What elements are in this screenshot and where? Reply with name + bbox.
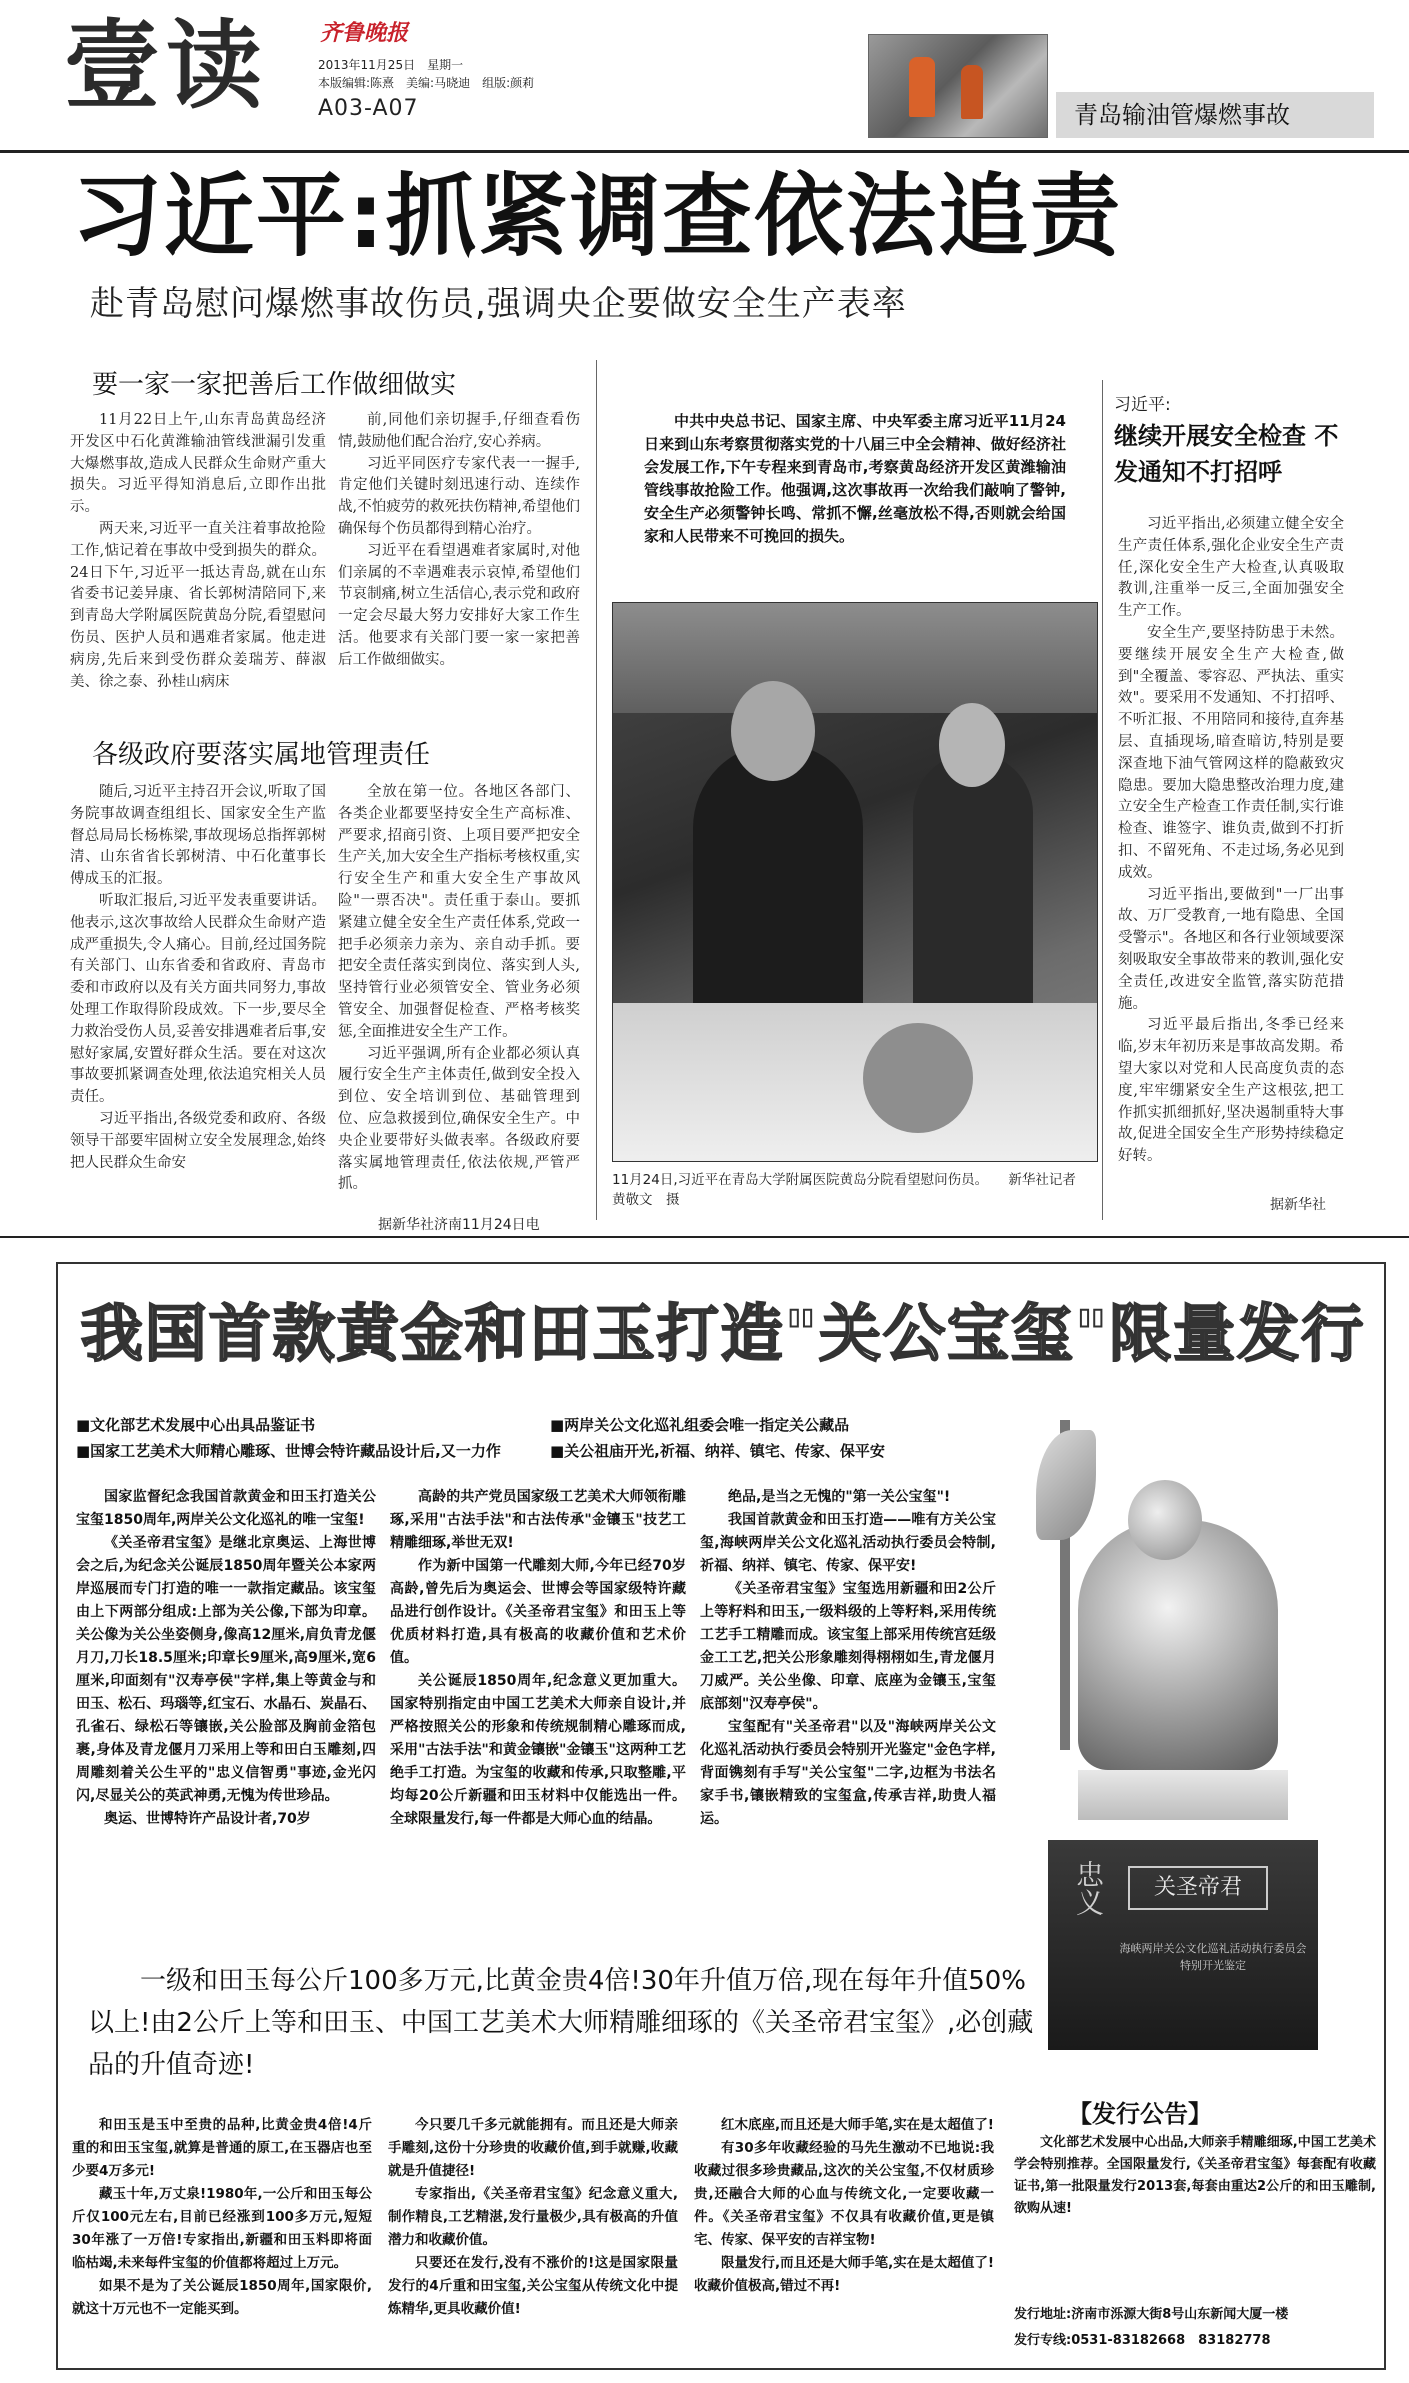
paragraph: 宝玺配有"关圣帝君"以及"海峡两岸关公文化巡礼活动执行委员会特别开光鉴定"金色字样,背面镌刻有手写"关公宝玺"二字,边框为书法名家手书,镶嵌精致的宝玺盒,传承吉祥,助贵人福运。 xyxy=(700,1719,996,1827)
paragraph: 关公诞辰1850周年,纪念意义更加重大。国家特别指定由中国工艺美术大师亲自设计,并严格按照关公的形象和传统规制精心雕琢而成,采用"古法手法"和黄金镶嵌"金镶玉"这两种工艺绝手工打造。为宝玺的收藏和传承,只取整雕,平均每20公斤新疆和田玉材料中仅能选出一件。全球限量发行,每一件都是大师心血的结晶。 xyxy=(390,1673,686,1827)
rescuer-figure xyxy=(909,57,935,117)
news-source: 据新华社济南11月24日电 xyxy=(378,1217,540,1233)
product-statue xyxy=(1008,1420,1368,2080)
advertisement xyxy=(56,1262,1386,2370)
divider xyxy=(0,150,1409,153)
section-heading: 各级政府要落实属地管理责任 xyxy=(92,740,431,770)
base-plaque: 关圣帝君 xyxy=(1128,1866,1268,1910)
article-column xyxy=(338,410,580,702)
sidebar-title: 继续开展安全检查 不发通知不打招呼 xyxy=(1114,422,1339,486)
ad-tag: ■关公祖庙开光,祈福、纳祥、镇宅、传家、保平安 xyxy=(550,1442,885,1460)
column-divider xyxy=(596,360,597,1220)
photo-person-head xyxy=(731,681,815,781)
statue-body xyxy=(1078,1520,1278,1770)
ad-column xyxy=(76,1486,376,1950)
ad-headline: 我国首款黄金和田玉打造"关公宝玺"限量发行 xyxy=(80,1297,1366,1370)
news-source: 据新华社 xyxy=(1270,1197,1326,1213)
paragraph: 只要还在发行,没有不涨价的!这是国家限量发行的4斤重和田宝玺,关公宝玺从传统文化中提炼精华,更具收藏价值! xyxy=(388,2255,678,2317)
paragraph: 高龄的共产党员国家级工艺美术大师领衔雕琢,采用"古法手法"和古法传承"金镶玉"技艺工精雕细琢,举世无双! xyxy=(390,1489,686,1551)
paragraph: 国家监督纪念我国首款黄金和田玉打造关公宝玺1850周年,两岸关公文化巡礼的唯一宝玺! xyxy=(76,1489,376,1528)
divider xyxy=(0,1236,1409,1238)
editor-credits: 本版编辑:陈熹 美编:马晓迪 组版:颜莉 xyxy=(318,76,535,90)
article-column xyxy=(70,782,326,1216)
ad-column xyxy=(694,2114,994,2360)
paragraph: 11月22日上午,山东青岛黄岛经济开发区中石化黄潍输油管线泄漏引发重大爆燃事故,造成人民群众生命财产重大损失。习近平得知消息后,立即作出批示。 xyxy=(70,412,326,516)
newspaper-logo: 齐鲁晚报 xyxy=(320,20,409,46)
statue-head xyxy=(1128,1480,1202,1560)
paragraph: 习近平指出,各级党委和政府、各级领导干部要牢固树立安全发展理念,始终把人民群众生命安 xyxy=(70,1110,326,1171)
paragraph: 专家指出,《关圣帝君宝玺》纪念意义重大,制作精良,工艺精湛,发行量极少,具有极高的升值潜力和收藏价值。 xyxy=(388,2186,678,2248)
paragraph: 习近平最后指出,冬季已经来临,岁末年初历来是事故高发期。希望大家以对党和人民高度负责的态度,牢牢绷紧安全生产这根弦,把工作抓实抓细抓好,坚决遏制重特大事故,促进全国安全生产形势持续稳定好转。 xyxy=(1118,1017,1344,1165)
paragraph: 习近平指出,要做到"一厂出事故、万厂受教育,一地有隐患、全国受警示"。各地区和各行业领域要深刻吸取安全事故带来的教训,强化安全责任,改进安全监管,落实防范措施。 xyxy=(1118,886,1344,1012)
section-heading: 要一家一家把善后工作做细做实 xyxy=(92,370,457,400)
ad-highlight: 一级和田玉每公斤100多万元,比黄金贵4倍!30年升值万倍,现在每年升值50%以上!由2公斤上等和田玉、中国工艺美术大师精雕细琢的《关圣帝君宝玺》,必创藏品的升值奇迹! xyxy=(88,1966,1034,2080)
notice-title: 【发行公告】 xyxy=(1068,2100,1212,2128)
paragraph: 习近平在看望遇难者家属时,对他们亲属的不幸遇难表示哀悼,希望他们节哀制痛,树立生活信心,表示党和政府一定会尽最大努力安排好大家工作生活。他要求有关部门要一家一家把善后工作做细做实。 xyxy=(338,542,580,668)
ad-column xyxy=(390,1486,686,1950)
main-headline: 习近平:抓紧调查依法追责 xyxy=(72,164,1122,269)
photo-person-head xyxy=(939,703,1005,787)
paragraph: 奥运、世博特许产品设计者,70岁 xyxy=(104,1811,311,1827)
ad-tag: ■国家工艺美术大师精心雕琢、世博会特许藏品设计后,又一力作 xyxy=(76,1442,501,1460)
article-column xyxy=(70,410,326,702)
photo-person xyxy=(693,743,863,1043)
statue-pedestal xyxy=(1078,1770,1288,1820)
paragraph: 听取汇报后,习近平发表重要讲话。他表示,这次事故给人民群众生命财产造成严重损失,令人痛心。目前,经过国务院有关部门、山东省委和省政府、青岛市委和市政府以及有关方面共同努力,事故处理工作取得阶段成效。下一步,要尽全力救治受伤人员,妥善安排遇难者后事,安慰好家属,安置好群众生活。要在对这次事故要抓紧调查处理,依法追究相关人员责任。 xyxy=(70,892,326,1106)
paragraph: 安全生产,要坚持防患于未然。要继续开展安全生产大检查,做到"全覆盖、零容忍、严执法、重实效"。要采用不发通知、不打招呼、不听汇报、不用陪同和接待,直奔基层、直插现场,暗查暗访,特别是要深查地下油气管网这样的隐蔽致灾隐患。要加大隐患整改治理力度,建立安全生产检查工作责任制,实行谁检查、谁签字、谁负责,做到不打折扣、不留死角、不走过场,务必见到成效。 xyxy=(1118,624,1344,881)
photo-caption: 11月24日,习近平在青岛大学附属医院黄岛分院看望慰问伤员。 新华社记者 黄敬文 摄 xyxy=(612,1172,1090,1208)
paragraph: 如果不是为了关公诞辰1850周年,国家限价,就这十万元也不一定能买到。 xyxy=(72,2278,372,2317)
section-title: 壹读 xyxy=(64,9,268,122)
ad-column xyxy=(388,2114,678,2360)
sub-headline: 赴青岛慰问爆燃事故伤员,强调央企要做安全生产表率 xyxy=(90,284,907,324)
ad-tag: ■两岸关公文化巡礼组委会唯一指定关公藏品 xyxy=(550,1416,850,1434)
paragraph: 今只要几千多元就能拥有。而且还是大师亲手雕刻,这份十分珍贵的收藏价值,到手就赚,收藏就是升值捷径! xyxy=(388,2117,678,2179)
notice-phone: 发行专线:0531-83182668 83182778 xyxy=(1014,2333,1271,2348)
article-column xyxy=(338,782,580,1208)
paragraph: 全放在第一位。各地区各部门、各类企业都要坚持安全生产高标准、严要求,招商引资、上项目要严把安全生产关,加大安全生产指标考核权重,实行安全生产和重大安全生产事故风险"一票否决"。责任重于泰山。要抓紧建立健全安全生产责任体系,党政一把手必须亲力亲为、亲自动手抓。要把安全责任落实到岗位、落实到人头,坚持管行业必须管安全、管业务必须管安全、加强督促检查、严格考核奖惩,全面推进安全生产工作。 xyxy=(338,784,580,1040)
paragraph: 和田玉是玉中至贵的品种,比黄金贵4倍!4斤重的和田玉宝玺,就算是普通的原工,在玉器店也至少要4万多元! xyxy=(72,2117,372,2179)
topic-thumbnail xyxy=(868,34,1048,138)
rescuer-figure xyxy=(961,65,983,119)
page-range: A03-A07 xyxy=(318,96,419,121)
ad-column xyxy=(72,2114,372,2360)
paragraph: 习近平指出,必须建立健全安全生产责任体系,强化企业安全生产责任,深化安全生产大检查,认真吸取教训,注重举一反三,全面加强安全生产工作。 xyxy=(1118,516,1344,620)
paragraph: 随后,习近平主持召开会议,听取了国务院事故调查组组长、国家安全生产监督总局局长杨栋梁,事故现场总指挥郭树清、山东省省长郭树清、中石化董事长傅成玉的汇报。 xyxy=(70,784,326,888)
base-side-text: 忠义 xyxy=(1072,1860,1105,1916)
paragraph: 习近平同医疗专家代表一一握手,肯定他们关键时刻迅速行动、连续作战,不怕疲劳的救死扶伤精神,希望他们确保每个伤员都得到精心治疗。 xyxy=(338,455,580,537)
photo-window xyxy=(613,603,1098,713)
paragraph: 《关圣帝君宝玺》宝玺选用新疆和田2公斤上等籽料和田玉,一级料级的上等籽料,采用传统工艺手工精雕而成。该宝玺上部采用传统宫廷级金工工艺,把关公形象雕刻得栩栩如生,青龙偃月刀威严。关公坐像、印章、底座为金镶玉,宝玺底部刻"汉寿亭侯"。 xyxy=(700,1581,996,1712)
photo-patient xyxy=(863,1023,973,1133)
paragraph: 《关圣帝君宝玺》是继北京奥运、上海世博会之后,为纪念关公诞辰1850周年暨关公本家两岸巡展而专门打造的唯一一款指定藏品。该宝玺由上下两部分组成:上部为关公像,下部为印章。关公像为关公坐姿侧身,像高12厘米,肩负青龙偃月刀,刀长18.5厘米;印章长9厘米,高9厘米,宽6厘米,印面刻有"汉寿亭侯"字样,集上等黄金与和田玉、松石、玛瑙等,红宝石、水晶石、炭晶石、孔雀石、绿松石等镶嵌,关公脸部及胸前金箔包裹,身体及青龙偃月刀采用上等和田白玉雕刻,四周雕刻着关公生平的"忠义信智勇"事迹,金光闪闪,尽显关公的英武神勇,无愧为传世珍品。 xyxy=(76,1535,376,1804)
paragraph: 藏玉十年,万丈泉!1980年,一公斤和田玉每公斤仅100元左右,目前已经涨到100多万元,短短30年涨了一万倍!专家指出,新疆和田玉料即将面临枯竭,未来每件宝玺的价值都将超过上万元。 xyxy=(72,2186,372,2271)
base-inscription: 海峡两岸关公文化巡礼活动执行委员会特别开光鉴定 xyxy=(1119,1942,1307,1972)
paragraph: 作为新中国第一代雕刻大师,今年已经70岁高龄,曾先后为奥运会、世博会等国家级特许藏品进行创作设计。《关圣帝君宝玺》和田玉上等优质材料打造,具有极高的收藏价值和艺术价值。 xyxy=(390,1558,686,1666)
sidebar-column xyxy=(1118,514,1344,1184)
ad-tag: ■文化部艺术发展中心出具品鉴证书 xyxy=(76,1416,316,1434)
paragraph: 绝品,是当之无愧的"第一关公宝玺"! xyxy=(728,1489,951,1505)
topic-banner: 青岛输油管爆燃事故 xyxy=(1056,92,1374,138)
column-divider xyxy=(1102,380,1103,1220)
paragraph: 限量发行,而且还是大师手笔,实在是太超值了!收藏价值极高,错过不再! xyxy=(694,2255,994,2294)
news-photo xyxy=(612,602,1098,1162)
paragraph: 我国首款黄金和田玉打造——唯有方关公宝玺,海峡两岸关公文化巡礼活动执行委员会特制,祈福、纳祥、镇宅、传家、保平安! xyxy=(700,1512,996,1574)
lead-paragraph: 中共中央总书记、国家主席、中央军委主席习近平11月24日来到山东考察贯彻落实党的十八届三中全会精神、做好经济社会发展工作,下午专程来到青岛市,考察黄岛经济开发区黄潍输油管线事故抢险工作。他强调,这次事故再一次给我们敲响了警钟,安全生产必须警钟长鸣、常抓不懈,丝毫放松不得,否则就会给国家和人民带来不可挽回的损失。 xyxy=(644,412,1066,545)
issue-date: 2013年11月25日 星期一 xyxy=(318,58,464,72)
halberd-blade xyxy=(1036,1430,1096,1540)
sidebar-kicker: 习近平: xyxy=(1114,395,1171,415)
paragraph: 前,同他们亲切握手,仔细查看伤情,鼓励他们配合治疗,安心养病。 xyxy=(338,412,580,450)
paragraph: 红木底座,而且还是大师手笔,实在是太超值了! xyxy=(721,2117,994,2133)
masthead xyxy=(0,0,1409,150)
notice-address: 发行地址:济南市泺源大街8号山东新闻大厦一楼 xyxy=(1014,2307,1289,2322)
ad-column xyxy=(700,1486,996,1950)
paragraph: 两天来,习近平一直关注着事故抢险工作,惦记着在事故中受到损失的群众。24日下午,习近平一抵达青岛,就在山东省委书记姜异康、省长郭树清陪同下,来到青岛大学附属医院黄岛分院,看望慰问伤员、医护人员和遇难者家属。他走进病房,先后来到受伤群众姜瑞芳、薛淑美、徐之泰、孙桂山病床 xyxy=(70,520,326,690)
issue-meta xyxy=(318,56,534,92)
photo-hospital-bed xyxy=(613,1003,1098,1162)
paragraph: 习近平强调,所有企业都必须认真履行安全生产主体责任,做到安全投入到位、安全培训到位、基础管理到位、应急救援到位,确保安全生产。中央企业要带好头做表率。各级政府要落实属地管理责任,依法依规,严管严抓。 xyxy=(338,1045,580,1193)
notice-body: 文化部艺术发展中心出品,大师亲手精雕细琢,中国工艺美术学会特别推荐。全国限量发行,《关圣帝君宝玺》每套配有收藏证书,第一批限量发行2013套,每套由重达2公斤的和田玉雕制,欲购从速! xyxy=(1014,2135,1376,2216)
paragraph: 有30多年收藏经验的马先生激动不已地说:我收藏过很多珍贵藏品,这次的关公宝玺,不仅材质珍贵,还融合大师的心血与传统文化,一定要收藏一件。《关圣帝君宝玺》不仅具有收藏价值,更是镇宅、传家、保平安的吉祥宝物! xyxy=(694,2140,994,2248)
